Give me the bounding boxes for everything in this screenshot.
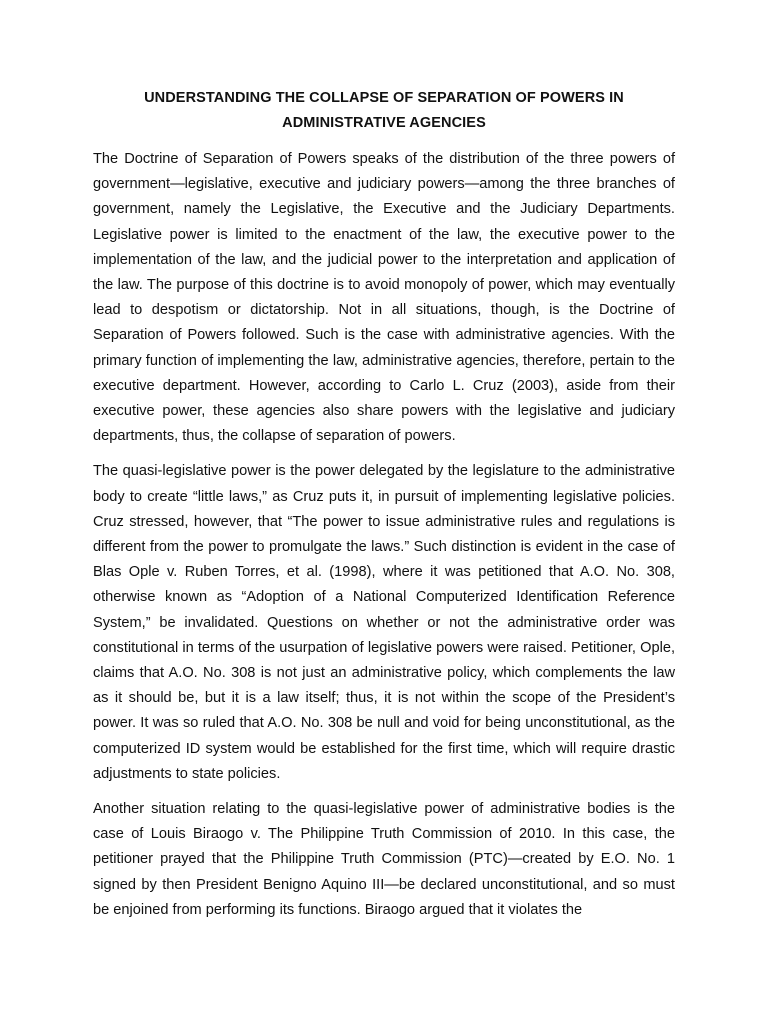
title-line-2: ADMINISTRATIVE AGENCIES — [282, 115, 486, 131]
document-title — [93, 86, 675, 136]
paragraph-quasi-legislative-power: The quasi-legislative power is the power delegated by the legislature to the administrative body to create “little laws,” as Cruz puts it, in pursuit of implementing legislative policies. Cruz stressed, however, that “The power to issue administrative rules and regulations is different from the power to promulgate the laws.” Such distinction is evident in the case of Blas Ople v. Ruben Torres, et al. (1998), where it was petitioned that A.O. No. 308, otherwise known as “Adoption of a National Computerized Identification Reference System,” be invalidated. Questions on whether or not the administrative order was constitutional in terms of the usurpation of legislative powers were raised. Petitioner, Ople, claims that A.O. No. 308 is not just an administrative policy, which complements the law as it should be, but it is a law itself; thus, it is not within the scope of the President’s power. It was so ruled that A.O. No. 308 be null and void for being unconstitutional, as the computerized ID system would be established for the first time, which will require drastic adjustments to state policies. — [93, 463, 675, 782]
paragraph-separation-of-powers: The Doctrine of Separation of Powers speaks of the distribution of the three powers of government—legislative, executive and judiciary powers—among the three branches of government, namely the Legislative, the Executive and the Judiciary Departments. Legislative power is limited to the enactment of the law, the executive power to the implementation of the law, and the judicial power to the interpretation and application of the law. The purpose of this doctrine is to avoid monopoly of power, which may eventually lead to despotism or dictatorship. Not in all situations, though, is the Doctrine of Separation of Powers followed. Such is the case with administrative agencies. With the primary function of implementing the law, administrative agencies, therefore, pertain to the executive department. However, according to Carlo L. Cruz (2003), aside from their executive power, these agencies also share powers with the legislative and judiciary departments, thus, the collapse of separation of powers. — [93, 151, 675, 445]
paragraph-biraogo-case: Another situation relating to the quasi-legislative power of administrative bodies is the case of Louis Biraogo v. The Philippine Truth Commission of 2010. In this case, the petitioner prayed that the Philippine Truth Commission (PTC)—created by E.O. No. 1 signed by then President Benigno Aquino III—be declared unconstitutional, and so must be enjoined from performing its functions. Biraogo argued that it violates the — [93, 801, 675, 918]
title-line-1: UNDERSTANDING THE COLLAPSE OF SEPARATION OF POWERS IN — [144, 90, 624, 106]
